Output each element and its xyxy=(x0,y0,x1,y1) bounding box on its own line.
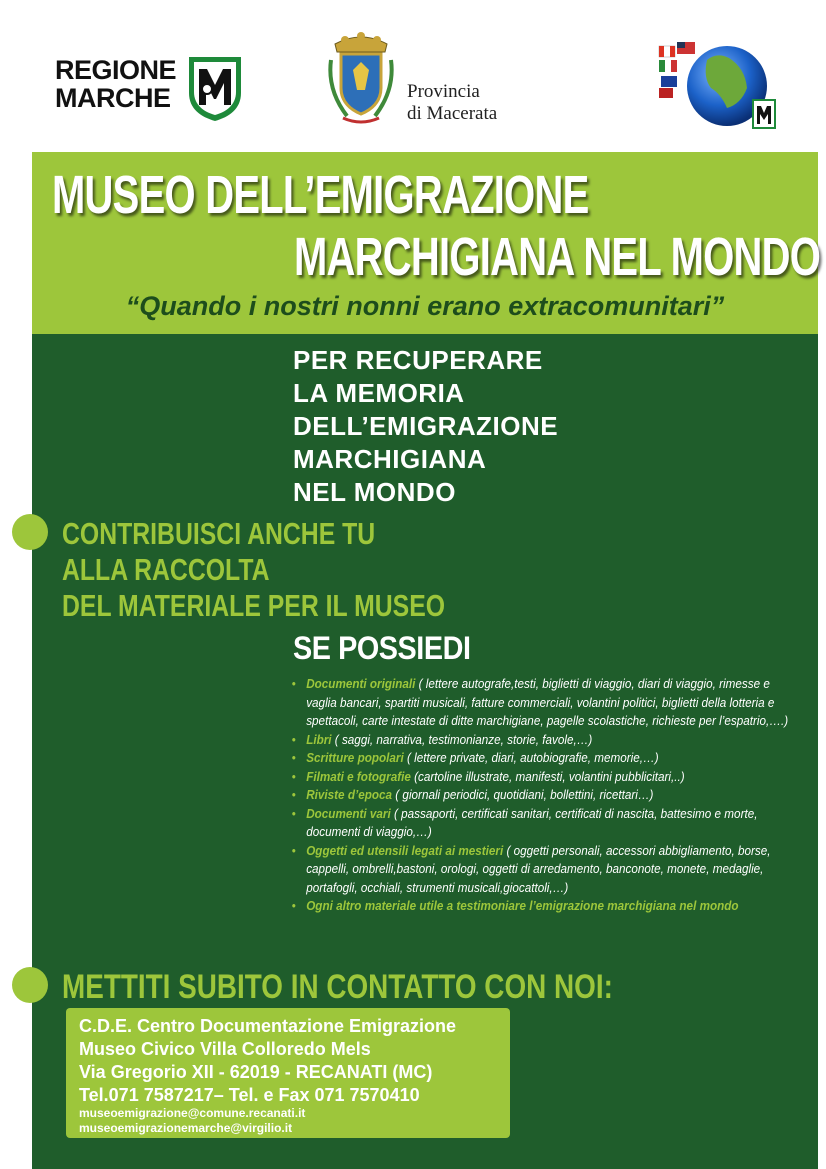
contact-box xyxy=(66,1008,510,1138)
provincia-logo-line2: di Macerata xyxy=(407,103,498,124)
memoria-line: MARCHIGIANA xyxy=(293,444,487,474)
section-bullet-dot xyxy=(12,967,48,1003)
item-title: Oggetti ed utensili legati ai mestieri xyxy=(306,842,504,858)
list-item xyxy=(290,675,790,731)
list-item xyxy=(290,768,790,787)
materials-list xyxy=(290,675,790,916)
title-band xyxy=(32,152,821,334)
provincia-crest-icon xyxy=(325,30,397,126)
regione-logo-line1: REGIONE xyxy=(55,55,177,85)
item-desc: ( saggi, narrativa, testimonianze, storie, favole,…) xyxy=(331,731,593,747)
item-desc: ( giornali periodici, quotidiani, bollettini, ricettari…) xyxy=(392,787,654,802)
regione-shield-icon xyxy=(185,55,245,123)
contribuisci-line: ALLA RACCOLTA xyxy=(62,552,270,587)
contact-museum: Museo Civico Villa Colloredo Mels xyxy=(79,1039,371,1059)
item-desc: (cartoline illustrate, manifesti, volantini pubblicitari,..) xyxy=(410,768,685,784)
regione-logo-line2: MARCHE xyxy=(55,83,171,113)
item-title: Filmati e fotografie xyxy=(306,768,411,784)
contribuisci-heading xyxy=(62,516,445,624)
memoria-line: LA MEMORIA xyxy=(293,378,465,408)
item-title: Scritture popolari xyxy=(306,750,404,765)
list-item xyxy=(290,731,790,750)
contact-org: C.D.E. Centro Documentazione Emigrazione xyxy=(79,1016,457,1036)
list-item xyxy=(290,749,790,768)
contact-address: Via Gregorio XII - 62019 - RECANATI (MC) xyxy=(79,1062,433,1082)
item-desc: ( lettere autografe,testi, biglietti di viaggio, diari di viaggio, rimesse e vaglia bancari, spartiti musicali, fatture commerciali, volantini politici, biglietti della lotteria e spettacoli, carte intestate di ditte marchigiane, pagelle scolastiche, richieste per l’espatrio,….) xyxy=(306,676,789,728)
list-item xyxy=(290,805,790,842)
globe-flags-logo-icon xyxy=(655,38,780,133)
section-bullet-dot xyxy=(12,514,48,550)
title-line-2: MARCHIGIANA NEL MONDO xyxy=(294,227,821,287)
list-item xyxy=(290,897,790,916)
contribuisci-line: DEL MATERIALE PER IL MUSEO xyxy=(62,588,446,623)
item-desc: ( lettere private, diari, autobiografie, memorie,…) xyxy=(403,750,659,765)
item-title: Riviste d’epoca xyxy=(306,787,393,802)
memoria-line: PER RECUPERARE xyxy=(293,345,543,375)
regione-marche-logo xyxy=(55,55,250,127)
contact-email-1: museoemigrazione@comune.recanati.it xyxy=(79,1106,306,1120)
item-title: Documenti originali xyxy=(306,676,416,691)
item-desc: ( oggetti personali, accessori abbigliamento, borse, cappelli, ombrelli,bastoni, orologi, oggetti di arredamento, banconote, monete, medaglie, portafogli, occhiali, strumenti musicali,giocattoli,…) xyxy=(306,842,771,895)
title-line-1: MUSEO DELL’EMIGRAZIONE xyxy=(52,165,589,225)
memoria-line: DELL’EMIGRAZIONE xyxy=(293,411,559,441)
provincia-logo-line1: Provincia xyxy=(407,81,480,102)
subtitle: “Quando i nostri nonni erano extracomunitari” xyxy=(125,291,725,321)
list-item xyxy=(290,842,790,898)
contact-email-2: museoemigrazionemarche@virgilio.it xyxy=(79,1121,293,1135)
item-title: Libri xyxy=(306,731,332,747)
item-title: Ogni altro materiale utile a testimoniare l’emigrazione marchigiana nel mondo xyxy=(306,898,739,913)
provincia-macerata-logo xyxy=(325,30,525,130)
contribuisci-line: CONTRIBUISCI ANCHE TU xyxy=(62,516,376,551)
item-desc: ( passaporti, certificati sanitari, certificati di nascita, battesimo e morte, documenti di viaggio,…) xyxy=(306,805,758,839)
list-item xyxy=(290,786,790,805)
se-possiedi-heading: SE POSSIEDI xyxy=(293,630,471,666)
contact-phone: Tel.071 7587217– Tel. e Fax 071 7570410 xyxy=(79,1085,420,1105)
memoria-block xyxy=(293,344,558,509)
contatto-heading: METTITI SUBITO IN CONTATTO CON NOI: xyxy=(62,968,613,1006)
item-title: Documenti vari xyxy=(306,805,391,821)
memoria-line: NEL MONDO xyxy=(293,477,456,507)
